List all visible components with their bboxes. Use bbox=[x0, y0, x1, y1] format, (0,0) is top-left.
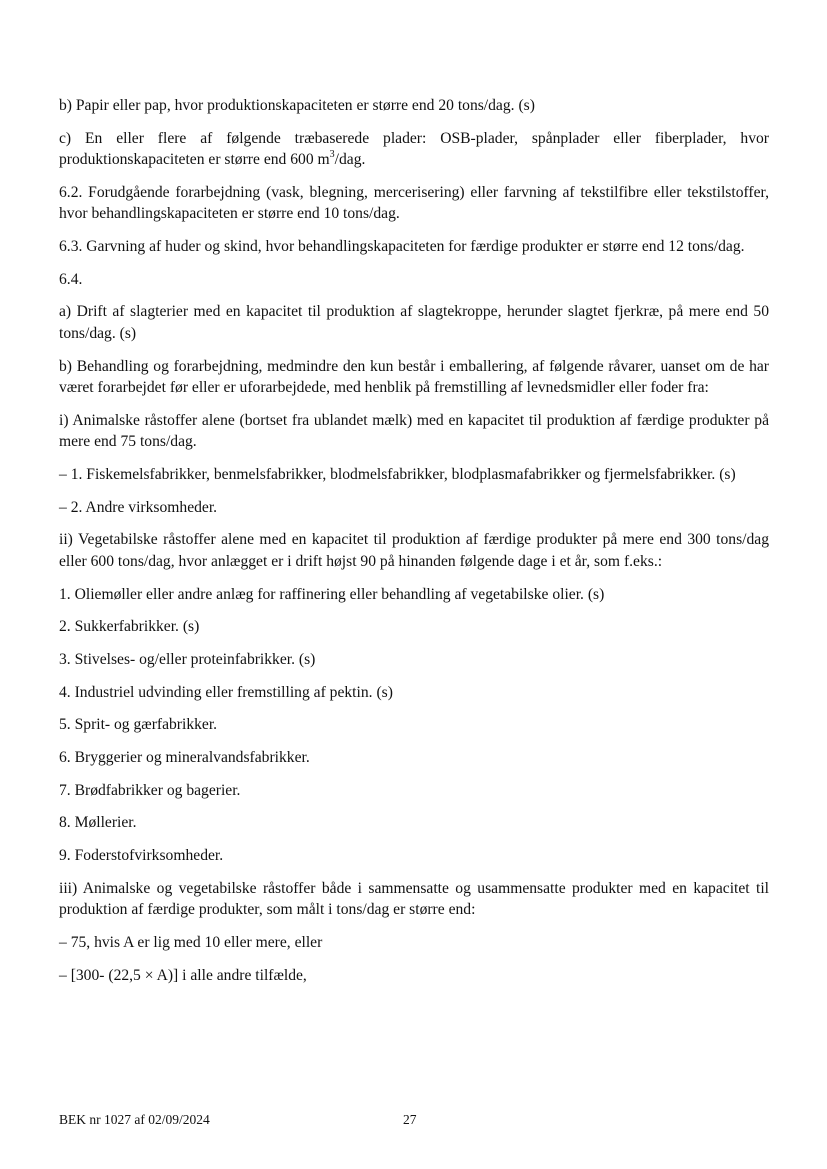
list-item-pectin: 4. Industriel udvinding eller fremstilling af pektin. (s) bbox=[59, 683, 393, 701]
list-item-other-businesses: – 2. Andre virksomheder. bbox=[59, 498, 218, 516]
list-item-feed: 9. Foderstofvirksomheder. bbox=[59, 847, 224, 865]
list-item-bakeries: 7. Brødfabrikker og bagerier. bbox=[59, 781, 241, 799]
paragraph-6-3: 6.3. Garvning af huder og skind, hvor behandlingskapaciteten for færdige produkter er større end 12 tons/dag. bbox=[59, 238, 745, 256]
paragraph-c-unit: /dag. bbox=[334, 151, 366, 169]
footer-document-reference: BEK nr 1027 af 02/09/2024 bbox=[59, 1112, 210, 1127]
paragraph-b-processing: b) Behandling og forarbejdning, medmindre den kun består i emballering, af følgende råvarer, uanset om de har været forarbejdet før eller er uforarbejdede, med henblik på fremstilling af levnedsmidler eller foder fra: bbox=[59, 357, 769, 397]
superscript-3: 3 bbox=[329, 149, 335, 160]
paragraph-iii-mixed: iii) Animalske og vegetabilske råstoffer både i sammensatte og usammensatte produkter med en kapacitet til produktion af færdige produkter, som målt i tons/dag er større end: bbox=[59, 879, 769, 919]
paragraph-c-text: c) En eller flere af følgende træbaserede plader: OSB-plader, spånplader eller fiberplader, hvor produktionskapaciteten er større end 600 m bbox=[59, 129, 769, 169]
footer-page-number: 27 bbox=[403, 1112, 417, 1127]
paragraph-i-animal: i) Animalske råstoffer alene (bortset fra ublandet mælk) med en kapacitet til produktion af færdige produkter på mere end 75 tons/dag. bbox=[59, 411, 769, 451]
list-item-starch: 3. Stivelses- og/eller proteinfabrikker. (s) bbox=[59, 650, 316, 668]
list-item-75: – 75, hvis A er lig med 10 eller mere, eller bbox=[59, 933, 323, 951]
paragraph-a-slaughterhouses: a) Drift af slagterier med en kapacitet til produktion af slagtekroppe, herunder slagtet fjerkræ, på mere end 50 tons/dag. (s) bbox=[59, 303, 769, 342]
list-item-formula: – [300- (22,5 × A)] i alle andre tilfælde, bbox=[59, 966, 307, 984]
list-item-oil-mills: 1. Oliemøller eller andre anlæg for raffinering eller behandling af vegetabilske olier. (s) bbox=[59, 585, 605, 603]
list-item-breweries: 6. Bryggerier og mineralvandsfabrikker. bbox=[59, 749, 310, 766]
paragraph-6-4: 6.4. bbox=[59, 270, 83, 288]
list-item-spirits: 5. Sprit- og gærfabrikker. bbox=[59, 716, 218, 734]
list-item-fishmeal: – 1. Fiskemelsfabrikker, benmelsfabrikker, blodmelsfabrikker, blodplasmafabrikker og fjermelsfabrikker. (s) bbox=[59, 466, 736, 483]
paragraph-ii-vegetable: ii) Vegetabilske råstoffer alene med en kapacitet til produktion af færdige produkter på mere end 300 tons/dag eller 600 tons/dag, hvor anlægget er i drift højst 90 på hinanden følgende dage i et år, som f.eks.: bbox=[59, 531, 769, 570]
list-item-mills: 8. Møllerier. bbox=[59, 814, 137, 832]
paragraph-b-paper: b) Papir eller pap, hvor produktionskapaciteten er større end 20 tons/dag. (s) bbox=[59, 97, 535, 114]
paragraph-6-2: 6.2. Forudgående forarbejdning (vask, blegning, mercerisering) eller farvning af tekstilfibre eller tekstilstoffer, hvor behandlingskapaciteten er større end 10 tons/dag. bbox=[59, 183, 769, 223]
document-body bbox=[59, 95, 769, 997]
list-item-sugar: 2. Sukkerfabrikker. (s) bbox=[59, 618, 200, 636]
paragraph-c-wood-panels bbox=[59, 128, 769, 171]
